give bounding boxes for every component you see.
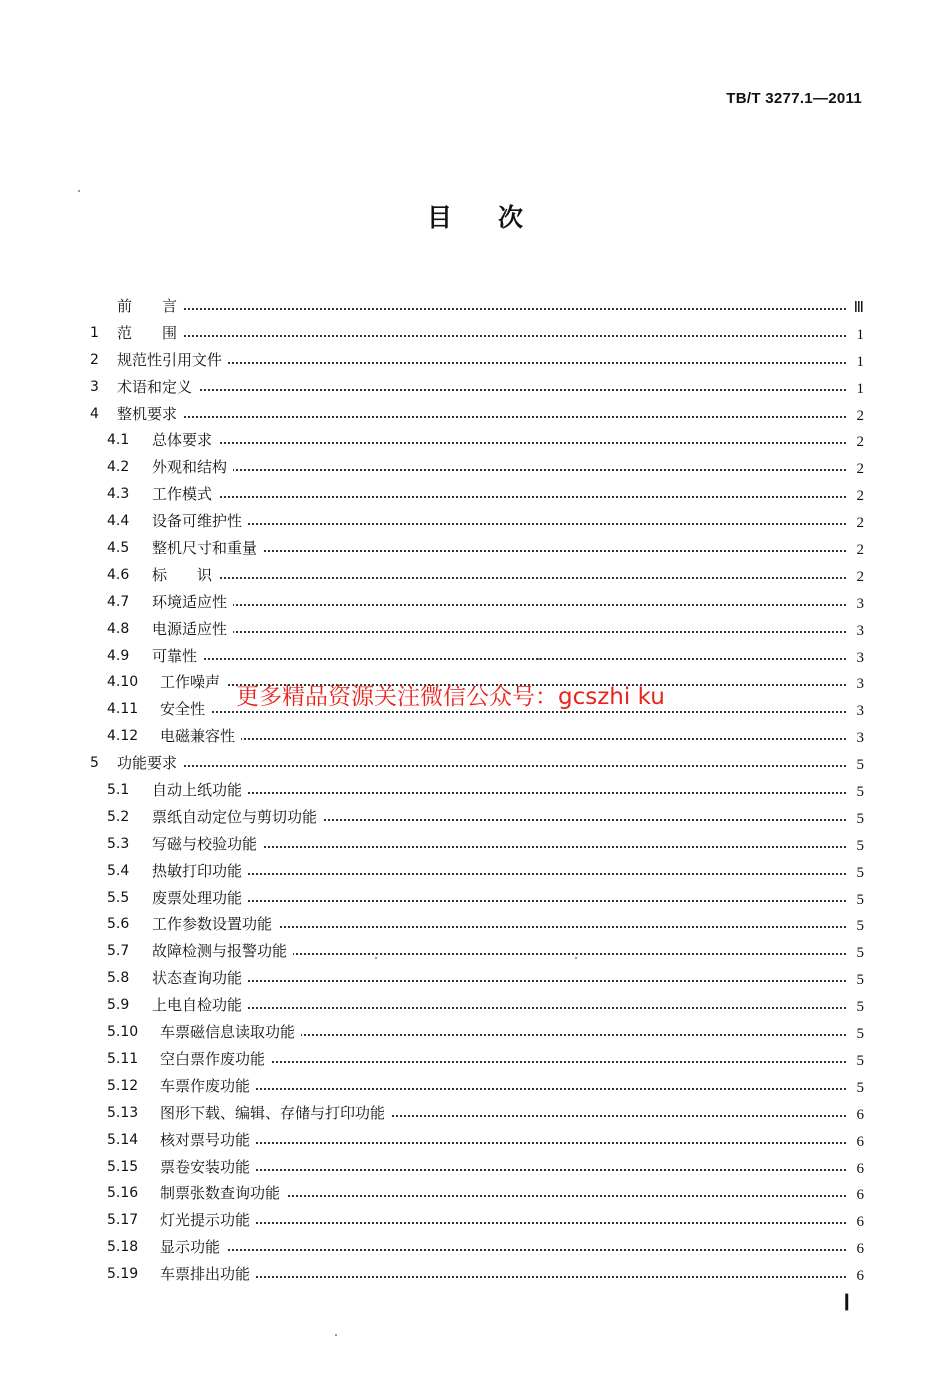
toc-entry-page: 5 (850, 1019, 864, 1046)
standard-code-header: TB/T 3277.1—2011 (726, 90, 862, 107)
toc-entry-label: 前 言 (117, 293, 183, 320)
toc-entry-label: 废票处理功能 (152, 885, 248, 912)
toc-entry-label: 图形下载、编辑、存储与打印功能 (160, 1100, 391, 1127)
title-char-2: 次 (498, 203, 524, 232)
toc-entry-page: 1 (850, 374, 864, 401)
toc-entry[interactable] (0, 1154, 950, 1181)
scan-speck (335, 1334, 337, 1336)
toc-dot-leader (160, 711, 846, 713)
toc-entry-page: 5 (850, 777, 864, 804)
toc-entry[interactable] (0, 427, 950, 454)
scan-speck (375, 957, 377, 959)
toc-entry-label: 车票磁信息读取功能 (160, 1019, 301, 1046)
toc-entry[interactable] (0, 1261, 950, 1288)
toc-dot-leader (160, 738, 846, 740)
toc-entry-page: 6 (850, 1180, 864, 1207)
toc-dot-leader (160, 308, 846, 310)
toc-entry[interactable] (0, 374, 950, 401)
toc-entry-number: 4.8 (107, 620, 130, 637)
scan-speck (575, 957, 577, 959)
toc-entry-label: 热敏打印功能 (152, 858, 248, 885)
toc-entry-number: 4.1 (107, 432, 130, 449)
toc-entry-label: 设备可维护性 (152, 508, 248, 535)
toc-entry-label: 状态查询功能 (152, 965, 248, 992)
toc-entry-page: Ⅲ (850, 293, 864, 320)
toc-entry-label: 故障检测与报警功能 (152, 938, 293, 965)
toc-dot-leader (160, 442, 846, 444)
toc-entry-page: 3 (850, 616, 864, 643)
toc-entry-number: 5.16 (107, 1185, 139, 1202)
toc-entry-page: 5 (850, 831, 864, 858)
toc-entry-label: 显示功能 (160, 1234, 226, 1261)
toc-dot-leader (160, 765, 846, 767)
toc-entry[interactable] (0, 750, 950, 777)
toc-entry-label: 功能要求 (117, 750, 183, 777)
toc-entry-label: 工作参数设置功能 (152, 911, 278, 938)
toc-entry-label: 安全性 (160, 696, 211, 723)
toc-entry-number: 5.14 (107, 1131, 139, 1148)
toc-entry-page: 2 (850, 427, 864, 454)
toc-entry[interactable] (0, 938, 950, 965)
toc-entry-number: 1 (90, 324, 99, 341)
toc-entry[interactable] (0, 347, 950, 374)
toc-entry-page: 5 (850, 1073, 864, 1100)
toc-entry[interactable] (0, 911, 950, 938)
toc-entry-label: 车票作废功能 (160, 1073, 256, 1100)
toc-entry-number: 5.11 (107, 1050, 139, 1067)
toc-entry-label: 电源适应性 (152, 616, 233, 643)
toc-entry-label: 上电自检功能 (152, 992, 248, 1019)
toc-entry-number: 4.11 (107, 701, 139, 718)
toc-entry-number: 5.6 (107, 916, 130, 933)
toc-dot-leader (160, 1276, 846, 1278)
toc-entry-page: 3 (850, 723, 864, 750)
watermark-text: 更多精品资源关注微信公众号：gcszhi ku (236, 684, 665, 710)
toc-entry-page: 6 (850, 1100, 864, 1127)
toc-entry[interactable] (0, 643, 950, 670)
toc-entry[interactable] (0, 723, 950, 750)
toc-entry[interactable] (0, 1207, 950, 1234)
toc-dot-leader (160, 469, 846, 471)
toc-entry[interactable] (0, 481, 950, 508)
toc-dot-leader (160, 631, 846, 633)
toc-dot-leader (160, 1007, 846, 1009)
page-number: Ⅰ (843, 1290, 850, 1315)
toc-entry[interactable] (0, 965, 950, 992)
toc-entry-number: 5.1 (107, 782, 130, 799)
toc-entry-number: 5.13 (107, 1104, 139, 1121)
toc-entry-number: 5.5 (107, 889, 130, 906)
toc-entry-number: 4.12 (107, 728, 139, 745)
toc-entry-label: 术语和定义 (117, 374, 198, 401)
toc-entry[interactable] (0, 320, 950, 347)
toc-entry[interactable] (0, 293, 950, 320)
toc-dot-leader (160, 900, 846, 902)
toc-entry-label: 工作模式 (152, 481, 218, 508)
toc-entry[interactable] (0, 992, 950, 1019)
toc-entry[interactable] (0, 616, 950, 643)
toc-entry-number: 5.15 (107, 1158, 139, 1175)
toc-entry[interactable] (0, 1180, 950, 1207)
toc-entry-page: 3 (850, 643, 864, 670)
toc-entry-number: 5.3 (107, 835, 130, 852)
toc-entry-label: 外观和结构 (152, 454, 233, 481)
toc-entry-label: 可靠性 (152, 643, 203, 670)
toc-entry-label: 整机尺寸和重量 (152, 535, 263, 562)
toc-entry-number: 4.5 (107, 540, 130, 557)
toc-dot-leader (160, 873, 846, 875)
toc-dot-leader (160, 1088, 846, 1090)
toc-dot-leader (160, 577, 846, 579)
toc-entry-page: 2 (850, 454, 864, 481)
toc-entry-number: 4.2 (107, 459, 130, 476)
toc-dot-leader (160, 389, 846, 391)
toc-entry[interactable] (0, 535, 950, 562)
toc-dot-leader (160, 604, 846, 606)
toc-dot-leader (160, 1142, 846, 1144)
toc-entry-number: 5.9 (107, 997, 130, 1014)
toc-entry-page: 5 (850, 965, 864, 992)
toc-entry-label: 标 识 (152, 562, 218, 589)
toc-entry-number: 5.4 (107, 862, 130, 879)
toc-entry-page: 6 (850, 1127, 864, 1154)
toc-entry[interactable] (0, 831, 950, 858)
toc-entry-page: 1 (850, 320, 864, 347)
toc-entry-number: 5.12 (107, 1077, 139, 1094)
toc-entry-number: 5.18 (107, 1239, 139, 1256)
toc-entry-page: 5 (850, 992, 864, 1019)
toc-entry-number: 5.17 (107, 1212, 139, 1229)
toc-entry-page: 6 (850, 1154, 864, 1181)
toc-entry-page: 1 (850, 347, 864, 374)
toc-entry-label: 总体要求 (152, 427, 218, 454)
toc-entry-page: 5 (850, 938, 864, 965)
toc-entry-number: 5.7 (107, 943, 130, 960)
toc-dot-leader (160, 1169, 846, 1171)
toc-entry-number: 5 (90, 755, 99, 772)
toc-dot-leader (160, 362, 846, 364)
toc-entry-page: 2 (850, 481, 864, 508)
toc-entry-page: 2 (850, 508, 864, 535)
toc-entry[interactable] (0, 1127, 950, 1154)
toc-entry-label: 自动上纸功能 (152, 777, 248, 804)
toc-entry-number: 5.19 (107, 1266, 139, 1283)
toc-entry[interactable] (0, 454, 950, 481)
toc-entry-number: 5.2 (107, 808, 130, 825)
page-title (0, 198, 950, 234)
toc-entry-page: 3 (850, 696, 864, 723)
title-char-1: 目 (426, 203, 452, 232)
toc-entry-page: 3 (850, 669, 864, 696)
toc-entry-label: 电磁兼容性 (160, 723, 241, 750)
toc-entry-number: 4.10 (107, 674, 139, 691)
toc-entry[interactable] (0, 885, 950, 912)
toc-entry-number: 4.3 (107, 486, 130, 503)
toc-entry-number: 4.6 (107, 566, 130, 583)
toc-entry[interactable] (0, 508, 950, 535)
toc-entry[interactable] (0, 589, 950, 616)
toc-entry-page: 2 (850, 401, 864, 428)
toc-entry-number: 5.8 (107, 970, 130, 987)
toc-entry-label: 工作噪声 (160, 669, 226, 696)
toc-entry[interactable] (0, 1019, 950, 1046)
toc-entry[interactable] (0, 1046, 950, 1073)
toc-entry-page: 6 (850, 1234, 864, 1261)
toc-dot-leader (160, 1249, 846, 1251)
toc-dot-leader (160, 1222, 846, 1224)
toc-entry[interactable] (0, 1100, 950, 1127)
toc-entry-label: 票纸自动定位与剪切功能 (152, 804, 323, 831)
toc-entry-label: 核对票号功能 (160, 1127, 256, 1154)
toc-entry-number: 4.4 (107, 513, 130, 530)
toc-entry-number: 3 (90, 378, 99, 395)
toc-entry-number: 5.10 (107, 1024, 139, 1041)
toc-entry-label: 灯光提示功能 (160, 1207, 256, 1234)
toc-dot-leader (160, 523, 846, 525)
toc-dot-leader (160, 658, 846, 660)
toc-entry-number: 4.7 (107, 593, 130, 610)
toc-entry-page: 5 (850, 911, 864, 938)
toc-entry-page: 5 (850, 750, 864, 777)
toc-entry-page: 3 (850, 589, 864, 616)
toc-entry-label: 车票排出功能 (160, 1261, 256, 1288)
toc-dot-leader (160, 496, 846, 498)
toc-entry-label: 环境适应性 (152, 589, 233, 616)
toc-entry-page: 2 (850, 535, 864, 562)
toc-entry-label: 票卷安装功能 (160, 1154, 256, 1181)
toc-entry-label: 规范性引用文件 (117, 347, 228, 374)
toc-entry-page: 6 (850, 1261, 864, 1288)
toc-entry-label: 制票张数查询功能 (160, 1180, 286, 1207)
toc-entry-label: 范 围 (117, 320, 183, 347)
toc-entry[interactable] (0, 401, 950, 428)
toc-entry-number: 4 (90, 405, 99, 422)
toc-dot-leader (160, 416, 846, 418)
toc-entry-page: 2 (850, 562, 864, 589)
toc-entry[interactable] (0, 1234, 950, 1261)
toc-entry-number: 2 (90, 351, 99, 368)
toc-entry-label: 写磁与校验功能 (152, 831, 263, 858)
toc-entry[interactable] (0, 777, 950, 804)
toc-dot-leader (160, 792, 846, 794)
table-of-contents (0, 293, 950, 1288)
toc-entry[interactable] (0, 858, 950, 885)
toc-dot-leader (160, 980, 846, 982)
toc-entry-label: 空白票作废功能 (160, 1046, 271, 1073)
scan-speck (78, 190, 80, 192)
toc-entry[interactable] (0, 562, 950, 589)
toc-entry[interactable] (0, 804, 950, 831)
toc-entry-page: 5 (850, 858, 864, 885)
toc-dot-leader (160, 335, 846, 337)
toc-entry-label: 整机要求 (117, 401, 183, 428)
toc-entry-page: 5 (850, 1046, 864, 1073)
toc-entry-page: 6 (850, 1207, 864, 1234)
toc-entry-page: 5 (850, 804, 864, 831)
toc-entry-page: 5 (850, 885, 864, 912)
toc-entry-number: 4.9 (107, 647, 130, 664)
toc-entry[interactable] (0, 1073, 950, 1100)
